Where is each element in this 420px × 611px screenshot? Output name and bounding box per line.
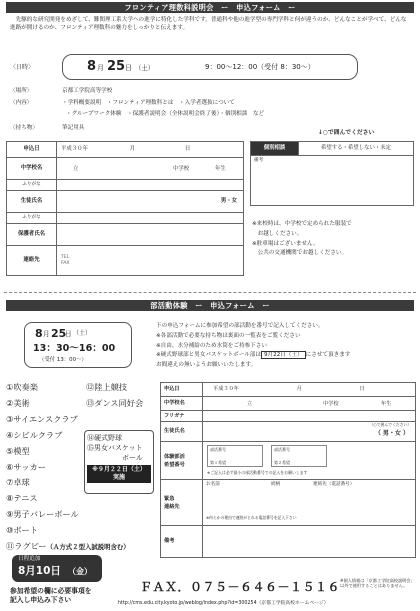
footer-left-line: 記入し申込み下さい <box>10 596 72 604</box>
club-instructions <box>156 322 414 371</box>
club-item: ①吹奏楽 <box>6 382 38 392</box>
rugby-label: ⑪ラグビー <box>6 541 47 552</box>
consult-memo-field[interactable] <box>251 156 414 206</box>
special-club-box <box>84 430 154 494</box>
club-date-box <box>24 322 132 368</box>
club-apply-date-field[interactable] <box>203 383 416 397</box>
emergency-relation: 続柄 <box>271 482 281 487</box>
club-item: ⑨男子バレーボール <box>6 509 79 520</box>
contact-label: 連絡先 <box>7 246 57 276</box>
items-value: 筆記用具 <box>62 125 85 131</box>
club-apply-date-label: 申込日 <box>161 383 203 397</box>
consult-options[interactable]: 希望する・希望しない・未定 <box>299 142 414 156</box>
apply-date-label: 申込日 <box>7 142 57 158</box>
club-item: ⑧テニス <box>6 493 38 504</box>
club-sex-hint: （○で囲んでください） <box>369 422 411 427</box>
club-heisei: 平成３０年 <box>213 386 239 393</box>
club-item: ③サイエンスクラブ <box>6 413 78 424</box>
club-item: ⑮男女バスケット <box>87 444 143 452</box>
school-label: 中学校名 <box>7 158 57 180</box>
club-date-month-unit: 月 <box>43 330 50 338</box>
club-date-day-unit: 日 <box>65 330 72 338</box>
fair-header: フロンティア理数科説明会 ー 申込フォーム ー <box>6 2 414 13</box>
school-field[interactable] <box>57 158 244 180</box>
wish-1-num-label: 部活番号 <box>210 447 226 452</box>
emergency-field[interactable] <box>203 480 416 526</box>
fax-number: ＦＡＸ．０７５－６４６－１５１６ <box>140 580 341 594</box>
baseball-date: 9月22日（土） <box>261 351 306 359</box>
date-time: 9：00～12：00（受付 8：30～） <box>205 63 315 71</box>
extra-date-badge <box>12 555 102 582</box>
extra-date: 8月10日 <box>18 565 61 577</box>
note-line: ※来校時は、中学校で定められた服装で <box>252 221 352 227</box>
fair-application-form <box>6 141 244 276</box>
club-wish-label-1: 体験部活 <box>164 453 185 460</box>
club-item: ⑦卓球 <box>6 477 30 488</box>
club-list-right <box>86 380 143 412</box>
club-item: ⑥サッカー <box>6 461 46 472</box>
place-value: 京都工学院高等学校 <box>62 88 113 94</box>
wish-2-box[interactable] <box>271 445 327 467</box>
instruction-text: ※硬式野球部と男女バスケットボール部は <box>156 352 261 359</box>
student-furigana-field[interactable] <box>57 180 244 191</box>
content-label: 〈内容〉 <box>10 100 33 106</box>
date-day: 25 <box>107 59 126 74</box>
fax-text: FAX <box>61 260 70 266</box>
club-memo-label: 備考 <box>161 526 203 558</box>
furigana-label-2: ふりがな <box>7 213 57 224</box>
club-item <box>6 539 130 556</box>
circle-note: ↓○で囲んでください <box>318 130 375 136</box>
student-name-field[interactable] <box>57 191 244 213</box>
wish-1-box[interactable] <box>207 445 263 467</box>
rugby-note: （Ａ方式２型入試説明含む） <box>46 543 130 552</box>
ritsu-text: 立 <box>73 166 79 172</box>
emergency-label-1: 緊急 <box>164 495 175 502</box>
apply-date-field[interactable] <box>57 142 244 158</box>
sex-choice[interactable]: 男・女 <box>220 197 237 204</box>
date-day-unit: 日 <box>125 64 132 72</box>
club-reception: （受付 13：00～） <box>39 357 87 363</box>
club-item: ⑩ボート <box>6 525 38 536</box>
special-date-banner <box>87 465 151 483</box>
items-label: 〈持ち物〉 <box>10 125 38 131</box>
club-nensei: 年生 <box>381 401 392 407</box>
club-chugakko: 中学校 <box>323 401 339 407</box>
date-label: 〈日時〉 <box>10 64 35 71</box>
date-month: 8 <box>87 59 97 74</box>
club-application-form <box>160 382 416 558</box>
instruction-line: お間違えの無いようお願いいたします。 <box>156 362 257 369</box>
footer-left <box>10 587 92 605</box>
club-student-field[interactable] <box>203 422 416 442</box>
special-held: 実施 <box>112 474 125 481</box>
instruction-line <box>156 351 414 361</box>
club-month: 月 <box>296 386 302 393</box>
instruction-line: ※自由、水分補給のため水筒をご持参下さい <box>156 342 267 349</box>
club-item: ⑫陸上競技 <box>86 382 127 392</box>
club-item: ⑤模型 <box>6 445 30 456</box>
club-wish-label <box>161 442 203 480</box>
month-text: 月 <box>129 145 136 152</box>
extra-label: 日程追加 <box>18 556 41 562</box>
baseball-suffix: にさせて頂きます <box>305 352 351 359</box>
contact-field[interactable] <box>57 246 244 276</box>
school-url[interactable]: http://cms.edu.city.kyoto.jp/weblog/index.php?id=300254（京都工学院高校ホームページ） <box>118 601 329 606</box>
consult-label: 個別相談 <box>251 142 299 156</box>
club-day: 日 <box>359 386 365 393</box>
wish-1-label: 第１希望 <box>210 459 226 465</box>
club-item: ⑭硬式野球 <box>87 434 122 442</box>
instruction-line: ※各部活動で必要な持ち物は裏面の一覧表をご覧ください <box>156 332 301 339</box>
club-school-label: 中学校名 <box>161 397 203 411</box>
club-item: ④シビルクラブ <box>6 429 63 440</box>
note-line: お越しください。 <box>252 230 303 237</box>
guardian-name-label: 保護者氏名 <box>7 224 57 246</box>
emergency-phone-note: ※何らかの理由で連絡がとれる電話番号を記入下さい <box>206 515 297 520</box>
day-text: 日 <box>184 145 191 152</box>
club-date-weekday: （土） <box>73 330 92 337</box>
note-line: 公共の交通機関でお越しください。 <box>252 250 348 257</box>
club-wish-field[interactable] <box>203 442 416 480</box>
club-date-day: 25 <box>51 327 67 340</box>
club-time: 13：30～16：00 <box>33 343 116 354</box>
club-item: ⑬ダンス同好会 <box>86 397 144 408</box>
club-header: 部活動体験 ー 申込フォーム ー <box>6 300 414 311</box>
tel-text: TEL <box>61 254 70 260</box>
guardian-name-field[interactable] <box>57 224 244 246</box>
consult-memo-label: 備考 <box>254 158 264 163</box>
club-date-month: 8 <box>35 327 43 340</box>
emergency-label-2: 連絡先 <box>164 503 180 510</box>
club-wish-label-2: 希望番号 <box>164 461 185 468</box>
consult-box <box>250 141 414 206</box>
content-line2: ・グループワーク体験 ・保護者説明会（全体説明会終了後）・個別相談 など <box>66 111 265 117</box>
extra-weekday: （金） <box>68 567 92 576</box>
nensei-text: 年生 <box>215 166 226 172</box>
club-wish-note: ※ご記入は必ず最小の部活動番号での記入をお願いします <box>207 470 308 475</box>
instruction-line: 下の申込フォームに参加希望の部活動を番号で記入してください。 <box>156 323 324 329</box>
cut-line <box>4 292 416 293</box>
guardian-furigana-field[interactable] <box>57 213 244 224</box>
footer-left-line: 参加希望の欄に必要事項を <box>10 587 92 595</box>
emergency-name: お名前 <box>206 482 220 487</box>
club-item: ボール <box>87 454 143 462</box>
emergency-phone: 連絡先（電話番号） <box>313 482 355 487</box>
club-memo-field[interactable] <box>203 526 416 558</box>
club-furigana-label: フリガナ <box>161 411 203 422</box>
chugakko-text: 中学校 <box>173 166 190 172</box>
privacy-note: ※個人情報は「京都工学院高校説明会」以外で使用することはありません。 <box>340 578 415 589</box>
heisei-text: 平成３０年 <box>61 145 88 152</box>
fair-notes <box>252 220 417 259</box>
club-student-label: 生徒氏名 <box>161 422 203 442</box>
club-furigana-field[interactable] <box>203 411 416 422</box>
fair-date-box <box>62 54 358 80</box>
student-name-label: 生徒氏名 <box>7 191 57 213</box>
furigana-label: ふりがな <box>7 180 57 191</box>
place-label: 〈場所〉 <box>10 88 33 94</box>
date-month-unit: 月 <box>97 64 104 72</box>
date-weekday: （土） <box>135 64 155 72</box>
note-line: ※駐車場はございません。 <box>252 240 319 247</box>
fair-intro: 先駆的な研究開発をめざして、難関理工系大学への進学に特化した学科です。普通科や他の進学型の専門学科と何が違うのか、どんなことが学べて、どんな進路が開けるのか、フロンティア理数科の魅力をしっかりと伝えます。 <box>10 17 407 32</box>
club-school-field[interactable] <box>203 397 416 411</box>
wish-2-label: 第２希望 <box>274 459 290 465</box>
emergency-label <box>161 480 203 526</box>
special-date: ※９月２２日（土） <box>92 466 146 473</box>
wish-2-num-label: 部活番号 <box>274 447 290 452</box>
club-ritsu: 立 <box>247 401 253 407</box>
content-line1: ・学科概要説明 ・フロンティア理数科とは ・入学者選抜について <box>62 100 235 106</box>
club-sex-choice[interactable]: （ 男・女 ） <box>374 430 409 437</box>
club-item: ②美術 <box>6 397 30 408</box>
